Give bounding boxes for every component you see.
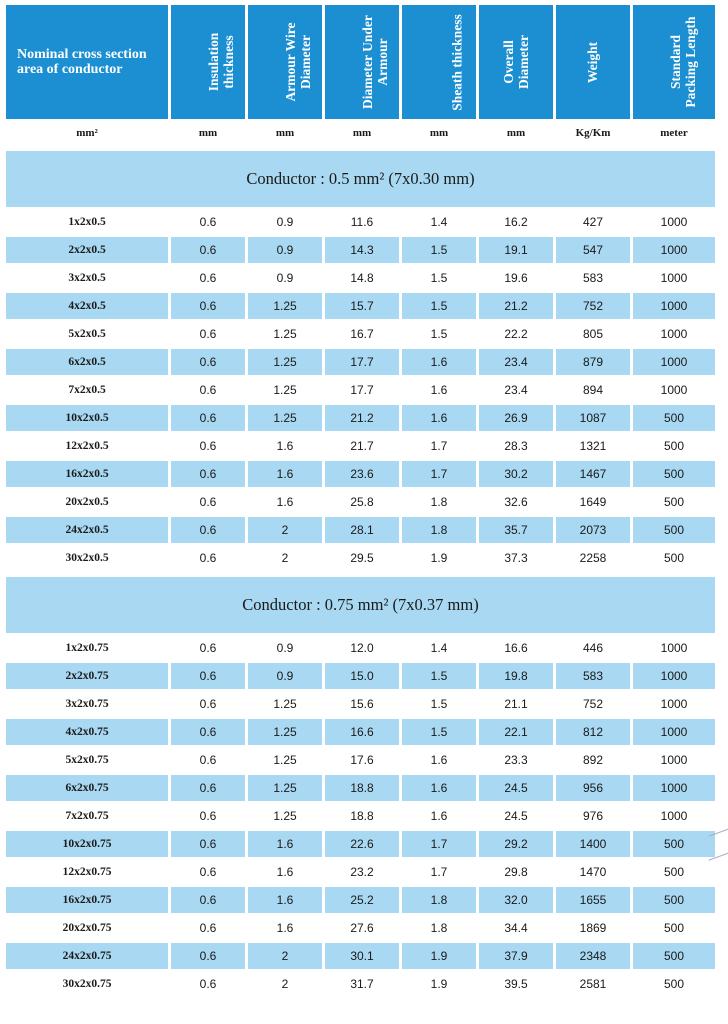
value-cell: 1.25	[273, 697, 297, 711]
value-cell: 19.8	[479, 663, 553, 689]
table-row	[6, 887, 715, 913]
cable-size-cell: 3x2x0.75	[65, 698, 109, 710]
cable-size-cell: 1x2x0.75	[65, 642, 109, 654]
cable-size-cell: 7x2x0.5	[68, 384, 106, 396]
value-cell: 0.6	[171, 943, 245, 969]
cable-size-cell: 24x2x0.5	[6, 517, 168, 543]
value-cell: 0.6	[199, 977, 217, 991]
value-cell: 22.2	[504, 327, 528, 341]
value-cell: 1.6	[402, 775, 476, 801]
value-cell: 1.25	[273, 327, 297, 341]
value-cell: 0.9	[248, 237, 322, 263]
value-cell: 427	[582, 215, 604, 229]
value-cell: 19.1	[479, 237, 553, 263]
value-cell: 0.6	[171, 663, 245, 689]
cable-size-cell: 20x2x0.5	[65, 496, 109, 508]
value-cell: 1.6	[276, 439, 294, 453]
table-row	[6, 209, 715, 235]
table-row	[6, 405, 715, 431]
value-cell: 0.6	[171, 237, 245, 263]
value-cell: 1.25	[248, 293, 322, 319]
value-cell: 1000	[660, 383, 688, 397]
value-cell: 21.1	[504, 697, 528, 711]
value-cell: 1.4	[430, 215, 448, 229]
value-cell: 1.8	[430, 921, 448, 935]
value-cell: 1.5	[402, 237, 476, 263]
value-cell: 0.6	[199, 383, 217, 397]
value-cell: 1.6	[248, 461, 322, 487]
table-row	[6, 461, 715, 487]
value-cell: 37.3	[504, 551, 528, 565]
value-cell: 1.5	[430, 271, 448, 285]
value-cell: 500	[633, 943, 715, 969]
table-row	[6, 293, 715, 319]
cable-size-cell: 6x2x0.5	[6, 349, 168, 375]
cable-size-cell: 4x2x0.75	[6, 719, 168, 745]
value-cell: 752	[556, 293, 630, 319]
value-cell: 1000	[633, 237, 715, 263]
cable-size-cell: 24x2x0.75	[6, 943, 168, 969]
value-cell: 16.6	[325, 719, 399, 745]
value-cell: 19.6	[504, 271, 528, 285]
value-cell: 500	[633, 517, 715, 543]
value-cell: 32.0	[479, 887, 553, 913]
unit-cell: mm	[352, 127, 372, 139]
value-cell: 1.9	[430, 977, 448, 991]
value-cell: 0.6	[171, 517, 245, 543]
unit-cell: Kg/Km	[575, 127, 611, 139]
value-cell: 1.5	[402, 719, 476, 745]
value-cell: 1000	[660, 327, 688, 341]
value-cell: 29.2	[479, 831, 553, 857]
table-row	[6, 237, 715, 263]
value-cell: 0.6	[199, 215, 217, 229]
value-cell: 892	[582, 753, 604, 767]
cable-size-cell: 5x2x0.5	[68, 328, 106, 340]
value-cell: 34.4	[504, 921, 528, 935]
table-row	[6, 517, 715, 543]
table-row	[6, 377, 715, 403]
value-cell: 31.7	[350, 977, 374, 991]
value-cell: 18.8	[325, 775, 399, 801]
value-cell: 2	[248, 943, 322, 969]
value-cell: 17.7	[350, 383, 374, 397]
value-cell: 0.6	[199, 271, 217, 285]
table-row	[6, 349, 715, 375]
header-cross-section: Nominal cross section area of conductor	[6, 5, 168, 119]
value-cell: 18.8	[350, 809, 374, 823]
value-cell: 1.9	[402, 943, 476, 969]
cable-spec-table	[3, 3, 718, 999]
value-cell: 500	[663, 921, 685, 935]
table-row	[6, 635, 715, 661]
value-cell: 2	[248, 517, 322, 543]
value-cell: 24.5	[504, 809, 528, 823]
value-cell: 1000	[660, 809, 688, 823]
header-label: Overall Diameter	[501, 35, 531, 89]
value-cell: 1.25	[248, 349, 322, 375]
value-cell: 25.8	[350, 495, 374, 509]
value-cell: 0.6	[199, 753, 217, 767]
value-cell: 1.6	[402, 349, 476, 375]
value-cell: 1087	[556, 405, 630, 431]
value-cell: 22.1	[479, 719, 553, 745]
value-cell: 30.1	[325, 943, 399, 969]
value-cell: 2	[281, 977, 289, 991]
value-cell: 1.25	[248, 719, 322, 745]
value-cell: 0.6	[171, 719, 245, 745]
value-cell: 1.25	[273, 753, 297, 767]
header-insulation-thickness	[171, 5, 245, 119]
value-cell: 0.6	[199, 809, 217, 823]
cable-size-cell: 16x2x0.5	[6, 461, 168, 487]
value-cell: 23.6	[325, 461, 399, 487]
value-cell: 956	[556, 775, 630, 801]
value-cell: 1.7	[430, 865, 448, 879]
value-cell: 0.6	[199, 327, 217, 341]
value-cell: 12.0	[350, 641, 374, 655]
value-cell: 0.6	[171, 775, 245, 801]
value-cell: 1655	[556, 887, 630, 913]
value-cell: 1.4	[430, 641, 448, 655]
table-row	[6, 663, 715, 689]
value-cell: 1649	[579, 495, 607, 509]
value-cell: 1321	[579, 439, 607, 453]
value-cell: 1000	[660, 753, 688, 767]
unit-cell: mm	[198, 127, 218, 139]
value-cell: 446	[582, 641, 604, 655]
value-cell: 1000	[633, 719, 715, 745]
value-cell: 2348	[556, 943, 630, 969]
value-cell: 0.6	[199, 641, 217, 655]
value-cell: 0.9	[276, 271, 294, 285]
value-cell: 0.6	[199, 495, 217, 509]
value-cell: 1000	[660, 697, 688, 711]
table-row	[6, 971, 715, 997]
value-cell: 1470	[579, 865, 607, 879]
table-row	[6, 943, 715, 969]
value-cell: 28.3	[504, 439, 528, 453]
header-row	[6, 5, 715, 119]
section-header-row	[6, 577, 715, 633]
spacer-row	[6, 573, 715, 575]
value-cell: 0.6	[171, 405, 245, 431]
value-cell: 1000	[633, 663, 715, 689]
value-cell: 0.6	[171, 461, 245, 487]
value-cell: 1.6	[276, 921, 294, 935]
value-cell: 1.7	[402, 831, 476, 857]
table-row	[6, 691, 715, 717]
unit-cell: mm	[275, 127, 295, 139]
value-cell: 752	[582, 697, 604, 711]
value-cell: 1400	[556, 831, 630, 857]
value-cell: 21.2	[325, 405, 399, 431]
table-row	[6, 433, 715, 459]
value-cell: 1000	[633, 775, 715, 801]
value-cell: 1.25	[273, 809, 297, 823]
value-cell: 0.6	[171, 831, 245, 857]
value-cell: 23.4	[479, 349, 553, 375]
value-cell: 37.9	[479, 943, 553, 969]
value-cell: 2	[281, 551, 289, 565]
value-cell: 1.8	[402, 517, 476, 543]
value-cell: 1.5	[430, 327, 448, 341]
value-cell: 1.9	[430, 551, 448, 565]
header-label: Sheath thickness	[449, 13, 465, 111]
value-cell: 583	[582, 271, 604, 285]
value-cell: 500	[663, 495, 685, 509]
value-cell: 1.25	[248, 775, 322, 801]
spacer-cell	[6, 147, 715, 149]
value-cell: 28.1	[325, 517, 399, 543]
header-weight	[556, 5, 630, 119]
section-title: Conductor : 0.75 mm² (7x0.37 mm)	[6, 577, 715, 633]
value-cell: 1.5	[402, 663, 476, 689]
value-cell: 16.2	[504, 215, 528, 229]
value-cell: 1000	[633, 293, 715, 319]
value-cell: 500	[633, 405, 715, 431]
value-cell: 17.7	[325, 349, 399, 375]
cable-size-cell: 10x2x0.75	[6, 831, 168, 857]
header-label: Insulation thickness	[206, 32, 236, 92]
value-cell: 1.6	[248, 831, 322, 857]
units-row	[6, 121, 715, 145]
value-cell: 1.6	[276, 495, 294, 509]
value-cell: 500	[663, 439, 685, 453]
header-label: Standard Packing Length	[668, 16, 698, 108]
value-cell: 1000	[633, 349, 715, 375]
spacer-row	[6, 147, 715, 149]
cable-size-cell: 16x2x0.75	[6, 887, 168, 913]
value-cell: 500	[663, 865, 685, 879]
value-cell: 0.6	[199, 697, 217, 711]
table-row	[6, 915, 715, 941]
value-cell: 547	[556, 237, 630, 263]
value-cell: 21.2	[479, 293, 553, 319]
header-sheath-thickness	[402, 5, 476, 119]
table-row	[6, 265, 715, 291]
value-cell: 15.6	[350, 697, 374, 711]
value-cell: 1.7	[430, 439, 448, 453]
cable-size-cell: 2x2x0.5	[6, 237, 168, 263]
value-cell: 39.5	[504, 977, 528, 991]
value-cell: 15.0	[325, 663, 399, 689]
value-cell: 1.6	[248, 887, 322, 913]
value-cell: 1.8	[402, 887, 476, 913]
value-cell: 1.6	[430, 809, 448, 823]
value-cell: 32.6	[504, 495, 528, 509]
value-cell: 1000	[660, 271, 688, 285]
value-cell: 25.2	[325, 887, 399, 913]
cable-size-cell: 2x2x0.75	[6, 663, 168, 689]
table-row	[6, 747, 715, 773]
cable-size-cell: 7x2x0.75	[65, 810, 109, 822]
value-cell: 1.6	[402, 405, 476, 431]
header-label: Armour Wire Diameter	[283, 22, 313, 102]
value-cell: 29.5	[350, 551, 374, 565]
value-cell: 26.9	[479, 405, 553, 431]
value-cell: 14.3	[325, 237, 399, 263]
value-cell: 15.7	[325, 293, 399, 319]
cable-size-cell: 1x2x0.5	[68, 216, 106, 228]
value-cell: 0.9	[276, 215, 294, 229]
value-cell: 1.6	[430, 753, 448, 767]
cable-size-cell: 6x2x0.75	[6, 775, 168, 801]
value-cell: 1869	[579, 921, 607, 935]
section-title: Conductor : 0.5 mm² (7x0.30 mm)	[6, 151, 715, 207]
cable-size-cell: 20x2x0.75	[62, 922, 112, 934]
value-cell: 23.2	[350, 865, 374, 879]
cable-size-cell: 30x2x0.5	[65, 552, 109, 564]
value-cell: 1000	[660, 215, 688, 229]
spacer-cell	[6, 573, 715, 575]
value-cell: 16.7	[350, 327, 374, 341]
value-cell: 27.6	[350, 921, 374, 935]
value-cell: 24.5	[479, 775, 553, 801]
table-row	[6, 545, 715, 571]
value-cell: 0.6	[171, 887, 245, 913]
value-cell: 1.5	[402, 293, 476, 319]
value-cell: 35.7	[479, 517, 553, 543]
header-diameter-under-armour	[325, 5, 399, 119]
table-row	[6, 489, 715, 515]
cable-size-cell: 12x2x0.75	[62, 866, 112, 878]
value-cell: 11.6	[350, 215, 374, 229]
unit-cell: mm	[506, 127, 526, 139]
table-body	[6, 121, 715, 997]
value-cell: 1.6	[276, 865, 294, 879]
table-row	[6, 321, 715, 347]
table-row	[6, 719, 715, 745]
value-cell: 0.6	[199, 439, 217, 453]
value-cell: 23.3	[504, 753, 528, 767]
value-cell: 17.6	[350, 753, 374, 767]
value-cell: 500	[633, 461, 715, 487]
value-cell: 976	[582, 809, 604, 823]
value-cell: 879	[556, 349, 630, 375]
value-cell: 500	[633, 831, 715, 857]
value-cell: 500	[663, 977, 685, 991]
value-cell: 14.8	[350, 271, 374, 285]
cable-size-cell: 3x2x0.5	[68, 272, 106, 284]
value-cell: 583	[556, 663, 630, 689]
value-cell: 0.6	[171, 293, 245, 319]
header-armour-wire-diameter	[248, 5, 322, 119]
value-cell: 1.7	[402, 461, 476, 487]
table-row	[6, 803, 715, 829]
value-cell: 1.6	[430, 383, 448, 397]
cable-size-cell: 5x2x0.75	[65, 754, 109, 766]
value-cell: 1.8	[430, 495, 448, 509]
cable-size-cell: 4x2x0.5	[6, 293, 168, 319]
value-cell: 805	[582, 327, 604, 341]
value-cell: 0.6	[199, 921, 217, 935]
table-row	[6, 775, 715, 801]
cable-size-cell: 10x2x0.5	[6, 405, 168, 431]
header-standard-packing-length	[633, 5, 715, 119]
table-row	[6, 859, 715, 885]
value-cell: 2258	[579, 551, 607, 565]
value-cell: 29.8	[504, 865, 528, 879]
section-header-row	[6, 151, 715, 207]
unit-cell: mm²	[76, 127, 98, 139]
value-cell: 1.25	[273, 383, 297, 397]
value-cell: 2581	[579, 977, 607, 991]
table-header	[6, 5, 715, 119]
value-cell: 0.6	[199, 865, 217, 879]
cable-size-cell: 30x2x0.75	[62, 978, 112, 990]
value-cell: 1467	[556, 461, 630, 487]
value-cell: 23.4	[504, 383, 528, 397]
value-cell: 0.6	[199, 551, 217, 565]
value-cell: 21.7	[350, 439, 374, 453]
value-cell: 812	[556, 719, 630, 745]
value-cell: 0.9	[276, 641, 294, 655]
header-label: Weight	[585, 41, 601, 83]
value-cell: 22.6	[325, 831, 399, 857]
header-overall-diameter	[479, 5, 553, 119]
cable-size-cell: 12x2x0.5	[65, 440, 109, 452]
unit-cell: meter	[660, 127, 688, 139]
value-cell: 30.2	[479, 461, 553, 487]
table-row	[6, 831, 715, 857]
header-label: Diameter Under Armour	[360, 15, 390, 109]
value-cell: 2073	[556, 517, 630, 543]
value-cell: 16.6	[504, 641, 528, 655]
value-cell: 0.9	[248, 663, 322, 689]
value-cell: 1000	[660, 641, 688, 655]
value-cell: 500	[633, 887, 715, 913]
value-cell: 1.25	[248, 405, 322, 431]
value-cell: 0.6	[171, 349, 245, 375]
value-cell: 1.5	[430, 697, 448, 711]
value-cell: 894	[582, 383, 604, 397]
unit-cell: mm	[429, 127, 449, 139]
value-cell: 500	[663, 551, 685, 565]
